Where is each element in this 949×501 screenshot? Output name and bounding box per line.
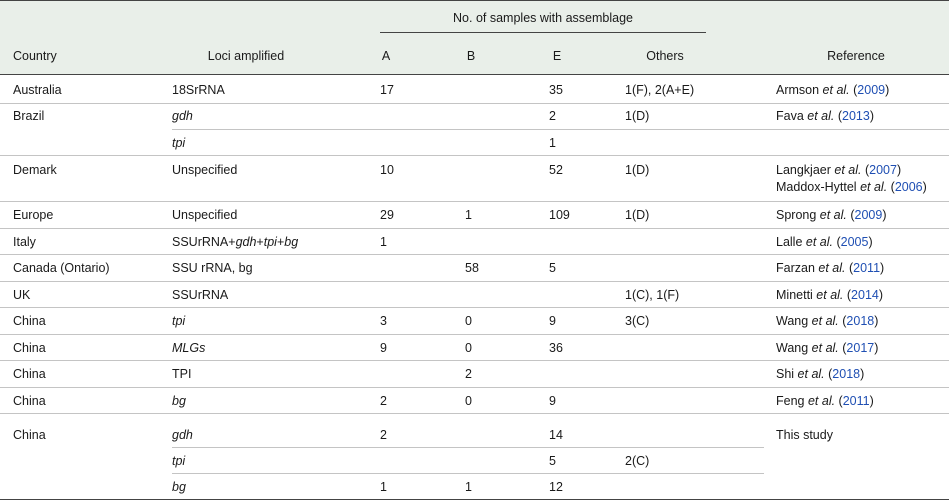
cell-loci: SSUrRNA+gdh+tpi+bg bbox=[172, 235, 299, 249]
cell-loci: gdh bbox=[172, 428, 193, 442]
cell-country: China bbox=[13, 394, 46, 408]
reference-year-link[interactable]: 2009 bbox=[854, 208, 883, 222]
cell-country: China bbox=[13, 367, 46, 381]
row-separator bbox=[0, 307, 949, 308]
col-header-country: Country bbox=[13, 49, 57, 63]
header-group-label: No. of samples with assemblage bbox=[453, 11, 633, 25]
cell-country: China bbox=[13, 341, 46, 355]
cell-others: 1(D) bbox=[625, 208, 650, 222]
reference-year-link[interactable]: 2017 bbox=[846, 341, 875, 355]
cell-b: 0 bbox=[465, 341, 472, 355]
cell-a: 2 bbox=[380, 428, 387, 442]
col-header-a: A bbox=[381, 49, 391, 63]
cell-country: Brazil bbox=[13, 109, 45, 123]
cell-b: 2 bbox=[465, 367, 472, 381]
cell-b: 0 bbox=[465, 314, 472, 328]
row-separator bbox=[172, 473, 764, 474]
reference-year-link[interactable]: 2018 bbox=[846, 314, 875, 328]
cell-country: Australia bbox=[13, 83, 62, 97]
cell-reference: Wang et al. (2017) bbox=[776, 341, 879, 355]
cell-country: China bbox=[13, 314, 46, 328]
row-separator bbox=[0, 155, 949, 156]
reference-year-link[interactable]: 2011 bbox=[842, 394, 870, 408]
cell-loci: gdh bbox=[172, 109, 193, 123]
cell-others: 1(D) bbox=[625, 109, 650, 123]
cell-others: 1(C), 1(F) bbox=[625, 288, 680, 302]
cell-e: 9 bbox=[549, 314, 556, 328]
cell-loci: tpi bbox=[172, 454, 186, 468]
cell-e: 14 bbox=[549, 428, 563, 442]
col-header-e: E bbox=[552, 49, 562, 63]
cell-reference: Lalle et al. (2005) bbox=[776, 235, 873, 249]
row-separator bbox=[0, 413, 949, 414]
col-header-loci: Loci amplified bbox=[207, 49, 285, 63]
cell-b: 1 bbox=[465, 208, 472, 222]
row-separator bbox=[172, 447, 764, 448]
reference-year-link[interactable]: 2007 bbox=[869, 163, 897, 177]
cell-e: 36 bbox=[549, 341, 563, 355]
col-header-reference: Reference bbox=[827, 49, 885, 63]
cell-reference: Feng et al. (2011) bbox=[776, 394, 874, 408]
cell-country: China bbox=[13, 428, 46, 442]
reference-year-link[interactable]: 2014 bbox=[851, 288, 879, 302]
cell-others: 1(D) bbox=[625, 163, 650, 177]
cell-reference: Langkjaer et al. (2007) bbox=[776, 163, 902, 177]
cell-e: 2 bbox=[549, 109, 556, 123]
cell-loci: SSU rRNA, bg bbox=[172, 261, 253, 275]
cell-a: 2 bbox=[380, 394, 387, 408]
col-header-b: B bbox=[466, 49, 476, 63]
cell-reference: This study bbox=[776, 428, 833, 442]
cell-e: 35 bbox=[549, 83, 563, 97]
cell-loci: Unspecified bbox=[172, 163, 238, 177]
cell-country: Canada (Ontario) bbox=[13, 261, 110, 275]
cell-e: 109 bbox=[549, 208, 570, 222]
cell-reference: Armson et al. (2009) bbox=[776, 83, 890, 97]
cell-loci: tpi bbox=[172, 136, 186, 150]
cell-a: 1 bbox=[380, 480, 387, 494]
cell-e: 12 bbox=[549, 480, 563, 494]
cell-reference: Minetti et al. (2014) bbox=[776, 288, 884, 302]
table-header bbox=[0, 0, 949, 75]
row-separator bbox=[0, 201, 949, 202]
table-bottom-rule bbox=[0, 499, 949, 500]
cell-others: 2(C) bbox=[625, 454, 650, 468]
row-separator bbox=[0, 334, 949, 335]
cell-loci: bg bbox=[172, 480, 186, 494]
cell-country: Italy bbox=[13, 235, 36, 249]
cell-reference: Shi et al. (2018) bbox=[776, 367, 865, 381]
cell-a: 3 bbox=[380, 314, 387, 328]
reference-year-link[interactable]: 2011 bbox=[853, 261, 881, 275]
cell-loci: tpi bbox=[172, 314, 186, 328]
cell-e: 5 bbox=[549, 454, 556, 468]
cell-e: 1 bbox=[549, 136, 556, 150]
cell-reference: Fava et al. (2013) bbox=[776, 109, 874, 123]
cell-b: 58 bbox=[465, 261, 479, 275]
cell-a: 29 bbox=[380, 208, 394, 222]
row-separator bbox=[172, 129, 949, 130]
cell-e: 9 bbox=[549, 394, 556, 408]
cell-loci: SSUrRNA bbox=[172, 288, 229, 302]
cell-b: 0 bbox=[465, 394, 472, 408]
header-group-rule bbox=[380, 32, 706, 33]
cell-loci: bg bbox=[172, 394, 186, 408]
row-separator bbox=[0, 103, 949, 104]
row-separator bbox=[0, 281, 949, 282]
cell-e: 5 bbox=[549, 261, 556, 275]
cell-country: Europe bbox=[13, 208, 54, 222]
cell-others: 1(F), 2(A+E) bbox=[625, 83, 695, 97]
cell-a: 10 bbox=[380, 163, 394, 177]
reference-year-link[interactable]: 2009 bbox=[857, 83, 886, 97]
reference-year-link[interactable]: 2006 bbox=[894, 180, 923, 194]
row-separator bbox=[0, 387, 949, 388]
cell-a: 1 bbox=[380, 235, 387, 249]
reference-year-link[interactable]: 2013 bbox=[842, 109, 870, 123]
row-separator bbox=[0, 360, 949, 361]
cell-reference: Farzan et al. (2011) bbox=[776, 261, 885, 275]
cell-country: Demark bbox=[13, 163, 57, 177]
row-separator bbox=[0, 254, 949, 255]
cell-loci: MLGs bbox=[172, 341, 206, 355]
cell-b: 1 bbox=[465, 480, 472, 494]
row-separator bbox=[0, 228, 949, 229]
cell-loci: 18SrRNA bbox=[172, 83, 225, 97]
reference-year-link[interactable]: 2018 bbox=[832, 367, 861, 381]
cell-a: 9 bbox=[380, 341, 387, 355]
cell-others: 3(C) bbox=[625, 314, 650, 328]
cell-reference: Sprong et al. (2009) bbox=[776, 208, 887, 222]
cell-reference-2: Maddox-Hyttel et al. (2006) bbox=[776, 180, 927, 194]
cell-e: 52 bbox=[549, 163, 563, 177]
cell-loci: Unspecified bbox=[172, 208, 238, 222]
cell-country: UK bbox=[13, 288, 31, 302]
cell-reference: Wang et al. (2018) bbox=[776, 314, 879, 328]
reference-year-link[interactable]: 2005 bbox=[840, 235, 869, 249]
col-header-others: Others bbox=[646, 49, 684, 63]
cell-loci: TPI bbox=[172, 367, 192, 381]
cell-a: 17 bbox=[380, 83, 394, 97]
